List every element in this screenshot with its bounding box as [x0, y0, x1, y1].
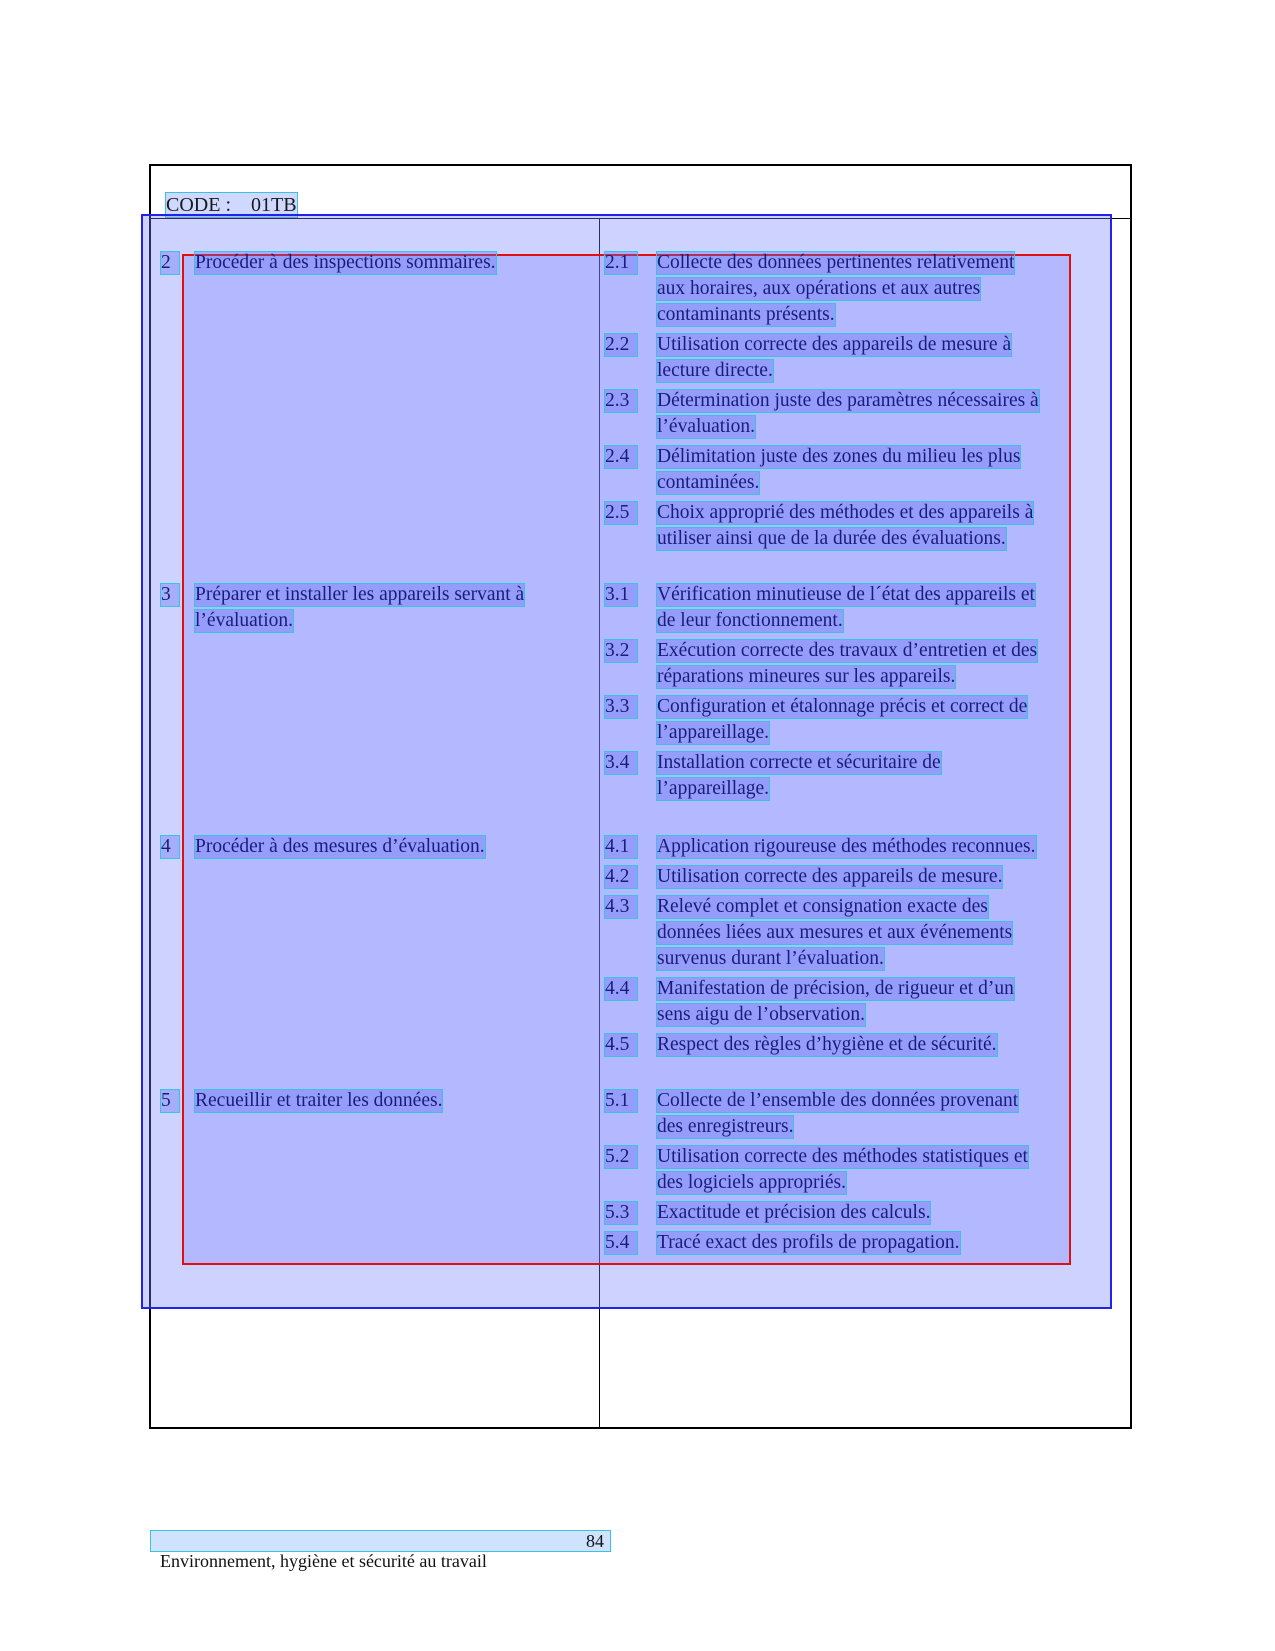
- page-footer: [151, 1531, 610, 1571]
- criterion-number: 2.2: [605, 334, 637, 356]
- competency-number: 5: [161, 1090, 179, 1112]
- criterion-text: survenus durant l’évaluation.: [657, 948, 884, 969]
- criterion-text: de leur fonctionnement.: [657, 610, 843, 631]
- footer-title: Environnement, hygiène et sécurité au travail: [160, 1551, 487, 1571]
- criterion-number: 4.3: [605, 896, 637, 918]
- criterion-text: l’appareillage.: [657, 722, 770, 743]
- competency-number: 2: [161, 252, 179, 274]
- criterion-text: Délimitation juste des zones du milieu les plus: [657, 446, 1021, 467]
- criterion-number: 3.2: [605, 640, 637, 662]
- criterion-number: 4.5: [605, 1034, 637, 1056]
- competency-text: Procéder à des mesures d’évaluation.: [195, 836, 485, 857]
- competency-number: 4: [161, 836, 179, 858]
- criterion-text: lecture directe.: [657, 360, 773, 381]
- criterion-text: contaminants présents.: [657, 304, 835, 325]
- criterion-text: Tracé exact des profils de propagation.: [657, 1232, 960, 1253]
- criterion-text: Application rigoureuse des méthodes reconnues.: [657, 836, 1036, 857]
- criterion-number: 4.2: [605, 866, 637, 888]
- competency-text: Recueillir et traiter les données.: [195, 1090, 443, 1111]
- criterion-text: réparations mineures sur les appareils.: [657, 666, 956, 687]
- criterion-number: 4.4: [605, 978, 637, 1000]
- criterion-number: 5.2: [605, 1146, 637, 1168]
- competency-text: l’évaluation.: [195, 610, 294, 631]
- criterion-number: 2.5: [605, 502, 637, 524]
- criterion-number: 2.3: [605, 390, 637, 412]
- criterion-number: 3.1: [605, 584, 637, 606]
- criterion-text: Manifestation de précision, de rigueur et d’un: [657, 978, 1014, 999]
- criterion-text: Choix approprié des méthodes et des appareils à: [657, 502, 1034, 523]
- criterion-text: données liées aux mesures et aux événements: [657, 922, 1013, 943]
- criterion-number: 2.4: [605, 446, 637, 468]
- criterion-text: l’évaluation.: [657, 416, 756, 437]
- criterion-text: Collecte des données pertinentes relativement: [657, 252, 1015, 273]
- criterion-text: l’appareillage.: [657, 778, 770, 799]
- criterion-text: Collecte de l’ensemble des données provenant: [657, 1090, 1019, 1111]
- criterion-number: 5.4: [605, 1232, 637, 1254]
- criterion-number: 5.3: [605, 1202, 637, 1224]
- criterion-text: Respect des règles d’hygiène et de sécurité.: [657, 1034, 997, 1055]
- criterion-text: Vérification minutieuse de l´état des appareils et: [657, 584, 1035, 605]
- page-number: 84: [586, 1531, 604, 1551]
- code-label: CODE : 01TB: [166, 194, 297, 216]
- criterion-number: 2.1: [605, 252, 637, 274]
- criterion-text: aux horaires, aux opérations et aux autres: [657, 278, 981, 299]
- competency-number: 3: [161, 584, 179, 606]
- competency-text: Procéder à des inspections sommaires.: [195, 252, 496, 273]
- criterion-text: Utilisation correcte des appareils de mesure.: [657, 866, 1003, 887]
- criterion-text: Relevé complet et consignation exacte des: [657, 896, 988, 917]
- criterion-text: des enregistreurs.: [657, 1116, 794, 1137]
- criterion-text: Utilisation correcte des méthodes statistiques et: [657, 1146, 1028, 1167]
- criterion-text: sens aigu de l’observation.: [657, 1004, 865, 1025]
- criterion-number: 3.3: [605, 696, 637, 718]
- criterion-number: 3.4: [605, 752, 637, 774]
- criterion-text: Utilisation correcte des appareils de mesure à: [657, 334, 1012, 355]
- competency-text: Préparer et installer les appareils servant à: [195, 584, 525, 605]
- criterion-text: Exécution correcte des travaux d’entretien et des: [657, 640, 1038, 661]
- criterion-text: Exactitude et précision des calculs.: [657, 1202, 931, 1223]
- criterion-text: des logiciels appropriés.: [657, 1172, 846, 1193]
- criterion-number: 4.1: [605, 836, 637, 858]
- criterion-text: Configuration et étalonnage précis et correct de: [657, 696, 1028, 717]
- criterion-text: Détermination juste des paramètres nécessaires à: [657, 390, 1039, 411]
- criterion-text: contaminées.: [657, 472, 760, 493]
- criterion-number: 5.1: [605, 1090, 637, 1112]
- criterion-text: utiliser ainsi que de la durée des évaluations.: [657, 528, 1006, 549]
- criterion-text: Installation correcte et sécuritaire de: [657, 752, 941, 773]
